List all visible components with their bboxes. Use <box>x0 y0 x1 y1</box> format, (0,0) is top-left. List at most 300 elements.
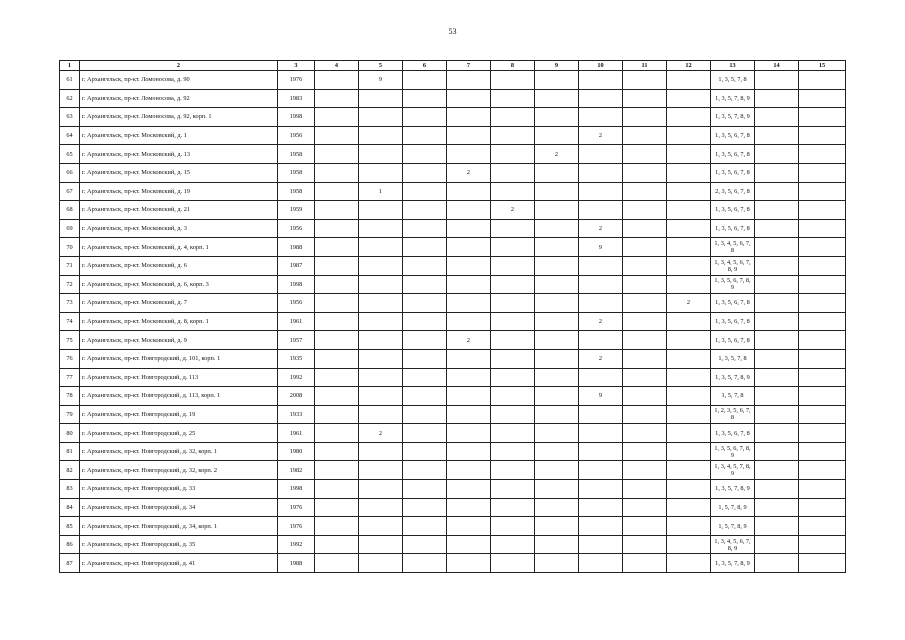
col-14-cell <box>755 275 799 294</box>
col-11-cell <box>623 535 667 554</box>
col-11-cell <box>623 71 667 90</box>
year-cell: 1958 <box>278 145 315 164</box>
col-14-cell <box>755 182 799 201</box>
col-4-cell <box>315 405 359 424</box>
col-9-cell <box>535 387 579 406</box>
col-4-cell <box>315 108 359 127</box>
col-5-cell <box>359 480 403 499</box>
col-6-cell <box>403 182 447 201</box>
col-5-cell <box>359 163 403 182</box>
col-11-cell <box>623 145 667 164</box>
col-5-cell <box>359 126 403 145</box>
col-15-cell <box>799 182 846 201</box>
col-10-cell <box>579 535 623 554</box>
column-header-8: 8 <box>491 61 535 71</box>
col-11-cell <box>623 163 667 182</box>
col-5-cell <box>359 368 403 387</box>
table-row <box>60 405 846 424</box>
address-cell: г. Архангельск, пр-кт. Московский, д. 3 <box>80 219 278 238</box>
col-5-cell <box>359 219 403 238</box>
col-7-cell <box>447 387 491 406</box>
col-7-cell <box>447 238 491 257</box>
table-row <box>60 275 846 294</box>
col-14-cell <box>755 331 799 350</box>
table-row <box>60 331 846 350</box>
col-10-cell <box>579 424 623 443</box>
col-15-cell <box>799 498 846 517</box>
address-cell: г. Архангельск, пр-кт. Новгородский, д. 113, корп. 1 <box>80 387 278 406</box>
col-15-cell <box>799 312 846 331</box>
col-7-cell <box>447 219 491 238</box>
table-row <box>60 182 846 201</box>
col-14-cell <box>755 126 799 145</box>
year-cell: 1980 <box>278 442 315 461</box>
col-6-cell <box>403 498 447 517</box>
col-8-cell <box>491 424 535 443</box>
col-7-cell <box>447 256 491 275</box>
col-11-cell <box>623 108 667 127</box>
col-8-cell <box>491 256 535 275</box>
col-6-cell <box>403 89 447 108</box>
col-11-cell <box>623 312 667 331</box>
col-10-cell: 9 <box>579 387 623 406</box>
col-15-cell <box>799 145 846 164</box>
col-10-cell <box>579 71 623 90</box>
column-header-3: 3 <box>278 61 315 71</box>
col-9-cell <box>535 294 579 313</box>
col-12-cell <box>667 405 711 424</box>
col-9-cell <box>535 405 579 424</box>
row-number: 82 <box>60 461 80 480</box>
column-header-14: 14 <box>755 61 799 71</box>
row-number: 66 <box>60 163 80 182</box>
address-cell: г. Архангельск, пр-кт. Ломоносова, д. 92, корп. 1 <box>80 108 278 127</box>
year-cell: 1998 <box>278 108 315 127</box>
col-9-cell <box>535 201 579 220</box>
col-5-cell <box>359 535 403 554</box>
col-14-cell <box>755 256 799 275</box>
col-11-cell <box>623 294 667 313</box>
col-9-cell <box>535 368 579 387</box>
col-4-cell <box>315 517 359 536</box>
col-12-cell <box>667 219 711 238</box>
col-12-cell <box>667 238 711 257</box>
col-13-cell: 1, 3, 5, 6, 7, 8 <box>711 201 755 220</box>
year-cell: 1935 <box>278 349 315 368</box>
col-6-cell <box>403 331 447 350</box>
col-15-cell <box>799 480 846 499</box>
col-8-cell <box>491 163 535 182</box>
row-number: 78 <box>60 387 80 406</box>
col-4-cell <box>315 238 359 257</box>
col-12-cell: 2 <box>667 294 711 313</box>
address-cell: г. Архангельск, пр-кт. Московский, д. 21 <box>80 201 278 220</box>
col-7-cell <box>447 442 491 461</box>
col-5-cell <box>359 312 403 331</box>
address-cell: г. Архангельск, пр-кт. Московский, д. 6, корп. 3 <box>80 275 278 294</box>
year-cell: 1958 <box>278 182 315 201</box>
col-10-cell <box>579 331 623 350</box>
row-number: 83 <box>60 480 80 499</box>
row-number: 86 <box>60 535 80 554</box>
address-cell: г. Архангельск, пр-кт. Новгородский, д. 25 <box>80 424 278 443</box>
col-4-cell <box>315 294 359 313</box>
col-5-cell <box>359 405 403 424</box>
col-4-cell <box>315 442 359 461</box>
row-number: 74 <box>60 312 80 331</box>
col-11-cell <box>623 405 667 424</box>
col-6-cell <box>403 405 447 424</box>
col-7-cell <box>447 498 491 517</box>
col-7-cell: 2 <box>447 163 491 182</box>
col-10-cell <box>579 554 623 573</box>
row-number: 73 <box>60 294 80 313</box>
col-13-cell: 1, 3, 4, 5, 6, 7, 8, 9 <box>711 256 755 275</box>
table-row <box>60 424 846 443</box>
col-4-cell <box>315 163 359 182</box>
table-row <box>60 145 846 164</box>
col-4-cell <box>315 480 359 499</box>
col-14-cell <box>755 108 799 127</box>
col-5-cell <box>359 89 403 108</box>
row-number: 68 <box>60 201 80 220</box>
col-11-cell <box>623 368 667 387</box>
table-row <box>60 461 846 480</box>
col-12-cell <box>667 312 711 331</box>
col-13-cell: 1, 3, 5, 6, 7, 8 <box>711 163 755 182</box>
address-cell: г. Архангельск, пр-кт. Московский, д. 8, корп. 1 <box>80 312 278 331</box>
col-6-cell <box>403 480 447 499</box>
year-cell: 1992 <box>278 368 315 387</box>
col-7-cell <box>447 89 491 108</box>
col-8-cell <box>491 312 535 331</box>
col-10-cell: 9 <box>579 238 623 257</box>
table-row <box>60 554 846 573</box>
col-5-cell: 1 <box>359 182 403 201</box>
column-header-12: 12 <box>667 61 711 71</box>
col-9-cell: 2 <box>535 145 579 164</box>
col-7-cell <box>447 554 491 573</box>
col-14-cell <box>755 163 799 182</box>
col-11-cell <box>623 480 667 499</box>
col-6-cell <box>403 424 447 443</box>
row-number: 70 <box>60 238 80 257</box>
col-7-cell <box>447 145 491 164</box>
col-8-cell <box>491 387 535 406</box>
col-7-cell <box>447 275 491 294</box>
year-cell: 1956 <box>278 126 315 145</box>
row-number: 62 <box>60 89 80 108</box>
col-13-cell: 2, 3, 5, 6, 7, 8 <box>711 182 755 201</box>
col-7-cell <box>447 294 491 313</box>
row-number: 77 <box>60 368 80 387</box>
col-7-cell <box>447 535 491 554</box>
col-9-cell <box>535 442 579 461</box>
col-6-cell <box>403 442 447 461</box>
col-14-cell <box>755 461 799 480</box>
col-5-cell <box>359 554 403 573</box>
table-row <box>60 163 846 182</box>
col-6-cell <box>403 368 447 387</box>
year-cell: 1956 <box>278 294 315 313</box>
column-header-1: 1 <box>60 61 80 71</box>
col-12-cell <box>667 442 711 461</box>
col-11-cell <box>623 89 667 108</box>
row-number: 75 <box>60 331 80 350</box>
col-9-cell <box>535 424 579 443</box>
col-14-cell <box>755 368 799 387</box>
col-7-cell <box>447 461 491 480</box>
col-5-cell <box>359 201 403 220</box>
year-cell: 1956 <box>278 219 315 238</box>
col-4-cell <box>315 349 359 368</box>
col-5-cell <box>359 294 403 313</box>
address-cell: г. Архангельск, пр-кт. Московский, д. 19 <box>80 182 278 201</box>
col-11-cell <box>623 201 667 220</box>
column-header-6: 6 <box>403 61 447 71</box>
col-6-cell <box>403 145 447 164</box>
col-13-cell: 1, 3, 5, 7, 8 <box>711 71 755 90</box>
col-10-cell: 2 <box>579 126 623 145</box>
year-cell: 1983 <box>278 89 315 108</box>
table-row <box>60 480 846 499</box>
col-12-cell <box>667 461 711 480</box>
year-cell: 2008 <box>278 387 315 406</box>
col-10-cell <box>579 108 623 127</box>
column-header-9: 9 <box>535 61 579 71</box>
table-row <box>60 442 846 461</box>
col-9-cell <box>535 275 579 294</box>
col-8-cell <box>491 238 535 257</box>
col-13-cell: 1, 3, 5, 6, 7, 8 <box>711 145 755 164</box>
address-cell: г. Архангельск, пр-кт. Новгородский, д. 113 <box>80 368 278 387</box>
year-cell: 1976 <box>278 517 315 536</box>
col-10-cell <box>579 480 623 499</box>
col-12-cell <box>667 163 711 182</box>
column-header-2: 2 <box>80 61 278 71</box>
col-11-cell <box>623 256 667 275</box>
row-number: 85 <box>60 517 80 536</box>
year-cell: 1987 <box>278 256 315 275</box>
col-9-cell <box>535 480 579 499</box>
row-number: 71 <box>60 256 80 275</box>
row-number: 63 <box>60 108 80 127</box>
col-13-cell: 1, 3, 5, 6, 7, 8 <box>711 312 755 331</box>
col-11-cell <box>623 442 667 461</box>
column-header-10: 10 <box>579 61 623 71</box>
col-4-cell <box>315 219 359 238</box>
col-11-cell <box>623 424 667 443</box>
col-12-cell <box>667 89 711 108</box>
col-6-cell <box>403 461 447 480</box>
col-8-cell <box>491 442 535 461</box>
col-8-cell <box>491 405 535 424</box>
col-14-cell <box>755 498 799 517</box>
col-8-cell <box>491 182 535 201</box>
address-cell: г. Архангельск, пр-кт. Московский, д. 4, корп. 1 <box>80 238 278 257</box>
table-row <box>60 219 846 238</box>
col-10-cell <box>579 442 623 461</box>
col-9-cell <box>535 89 579 108</box>
col-14-cell <box>755 405 799 424</box>
col-11-cell <box>623 498 667 517</box>
row-number: 80 <box>60 424 80 443</box>
col-14-cell <box>755 535 799 554</box>
column-header-13: 13 <box>711 61 755 71</box>
table-row <box>60 349 846 368</box>
col-5-cell <box>359 108 403 127</box>
col-15-cell <box>799 126 846 145</box>
address-cell: г. Архангельск, пр-кт. Новгородский, д. 19 <box>80 405 278 424</box>
col-8-cell <box>491 108 535 127</box>
year-cell: 1976 <box>278 71 315 90</box>
table-row <box>60 201 846 220</box>
col-5-cell <box>359 517 403 536</box>
data-table <box>59 60 846 573</box>
row-number: 61 <box>60 71 80 90</box>
col-7-cell: 2 <box>447 331 491 350</box>
col-10-cell <box>579 517 623 536</box>
col-13-cell: 1, 3, 5, 7, 8, 9 <box>711 554 755 573</box>
table-body <box>60 71 846 573</box>
col-12-cell <box>667 126 711 145</box>
col-6-cell <box>403 294 447 313</box>
col-7-cell <box>447 71 491 90</box>
col-4-cell <box>315 71 359 90</box>
col-8-cell: 2 <box>491 201 535 220</box>
year-cell: 1992 <box>278 535 315 554</box>
col-15-cell <box>799 368 846 387</box>
col-13-cell: 1, 3, 4, 5, 6, 7, 8 <box>711 238 755 257</box>
col-10-cell <box>579 294 623 313</box>
address-cell: г. Архангельск, пр-кт. Новгородский, д. 32, корп. 1 <box>80 442 278 461</box>
year-cell: 1961 <box>278 424 315 443</box>
col-15-cell <box>799 331 846 350</box>
year-cell: 1958 <box>278 163 315 182</box>
col-8-cell <box>491 71 535 90</box>
year-cell: 1988 <box>278 238 315 257</box>
col-13-cell: 1, 3, 5, 6, 7, 8, 9 <box>711 442 755 461</box>
col-15-cell <box>799 405 846 424</box>
col-13-cell: 1, 5, 7, 8, 9 <box>711 498 755 517</box>
col-12-cell <box>667 182 711 201</box>
col-7-cell <box>447 368 491 387</box>
col-9-cell <box>535 219 579 238</box>
col-11-cell <box>623 126 667 145</box>
col-14-cell <box>755 480 799 499</box>
col-6-cell <box>403 126 447 145</box>
col-11-cell <box>623 219 667 238</box>
col-5-cell: 9 <box>359 71 403 90</box>
col-15-cell <box>799 294 846 313</box>
col-12-cell <box>667 256 711 275</box>
col-10-cell: 2 <box>579 349 623 368</box>
col-14-cell <box>755 554 799 573</box>
col-11-cell <box>623 349 667 368</box>
col-10-cell <box>579 89 623 108</box>
col-4-cell <box>315 145 359 164</box>
address-cell: г. Архангельск, пр-кт. Новгородский, д. 101, корп. 1 <box>80 349 278 368</box>
col-10-cell: 2 <box>579 219 623 238</box>
col-5-cell <box>359 145 403 164</box>
col-6-cell <box>403 201 447 220</box>
row-number: 76 <box>60 349 80 368</box>
address-cell: г. Архангельск, пр-кт. Московский, д. 7 <box>80 294 278 313</box>
year-cell: 1957 <box>278 331 315 350</box>
col-12-cell <box>667 71 711 90</box>
column-header-15: 15 <box>799 61 846 71</box>
col-7-cell <box>447 312 491 331</box>
col-14-cell <box>755 219 799 238</box>
col-15-cell <box>799 461 846 480</box>
col-5-cell <box>359 442 403 461</box>
col-14-cell <box>755 238 799 257</box>
col-9-cell <box>535 331 579 350</box>
col-8-cell <box>491 480 535 499</box>
col-10-cell <box>579 405 623 424</box>
col-11-cell <box>623 331 667 350</box>
table-header-row <box>60 61 846 71</box>
col-12-cell <box>667 535 711 554</box>
row-number: 65 <box>60 145 80 164</box>
year-cell: 1998 <box>278 275 315 294</box>
col-14-cell <box>755 387 799 406</box>
col-12-cell <box>667 480 711 499</box>
col-13-cell: 1, 3, 5, 6, 7, 8 <box>711 331 755 350</box>
col-12-cell <box>667 145 711 164</box>
col-8-cell <box>491 275 535 294</box>
col-5-cell <box>359 349 403 368</box>
col-10-cell: 2 <box>579 312 623 331</box>
address-cell: г. Архангельск, пр-кт. Новгородский, д. 34 <box>80 498 278 517</box>
col-13-cell: 1, 3, 5, 7, 8, 9 <box>711 368 755 387</box>
col-9-cell <box>535 312 579 331</box>
year-cell: 1959 <box>278 201 315 220</box>
col-8-cell <box>491 331 535 350</box>
col-15-cell <box>799 275 846 294</box>
col-14-cell <box>755 294 799 313</box>
col-15-cell <box>799 517 846 536</box>
col-6-cell <box>403 312 447 331</box>
table-row <box>60 368 846 387</box>
address-cell: г. Архангельск, пр-кт. Новгородский, д. 33 <box>80 480 278 499</box>
col-15-cell <box>799 108 846 127</box>
col-6-cell <box>403 387 447 406</box>
col-9-cell <box>535 108 579 127</box>
col-14-cell <box>755 442 799 461</box>
row-number: 87 <box>60 554 80 573</box>
col-7-cell <box>447 108 491 127</box>
col-10-cell <box>579 163 623 182</box>
col-11-cell <box>623 182 667 201</box>
address-cell: г. Архангельск, пр-кт. Ломоносова, д. 92 <box>80 89 278 108</box>
col-15-cell <box>799 219 846 238</box>
col-13-cell: 1, 3, 5, 6, 7, 8 <box>711 424 755 443</box>
col-8-cell <box>491 126 535 145</box>
col-13-cell: 1, 3, 5, 7, 8, 9 <box>711 480 755 499</box>
table-row <box>60 238 846 257</box>
col-6-cell <box>403 71 447 90</box>
col-9-cell <box>535 517 579 536</box>
col-14-cell <box>755 517 799 536</box>
address-cell: г. Архангельск, пр-кт. Новгородский, д. 41 <box>80 554 278 573</box>
table-row <box>60 535 846 554</box>
col-6-cell <box>403 554 447 573</box>
col-6-cell <box>403 535 447 554</box>
col-8-cell <box>491 89 535 108</box>
col-14-cell <box>755 349 799 368</box>
col-13-cell: 1, 3, 5, 7, 8, 9 <box>711 108 755 127</box>
